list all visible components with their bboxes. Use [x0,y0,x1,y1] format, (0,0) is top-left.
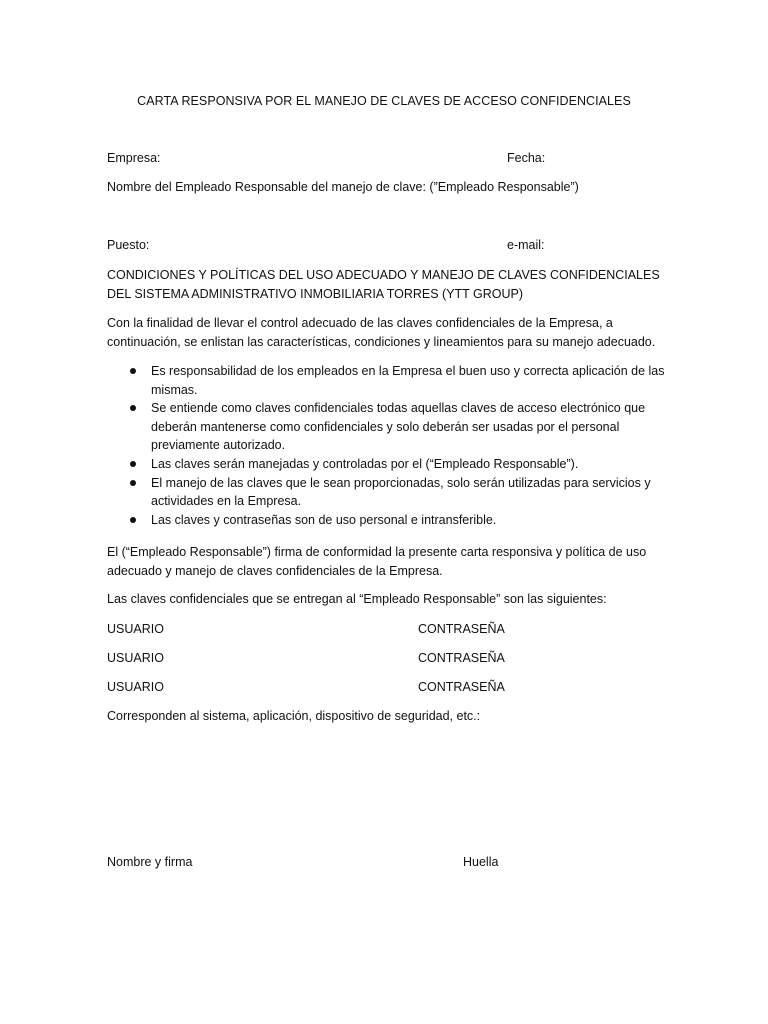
list-item-text: El manejo de las claves que le sean proporcionadas, solo serán utilizadas para servicios y actividades en la Empresa. [151,475,651,509]
list-item-text: Las claves serán manejadas y controladas por el (“Empleado Responsable”). [151,456,579,471]
correspond-line: Corresponden al sistema, aplicación, dispositivo de seguridad, etc.: [107,709,481,723]
credential-password-label: CONTRASEÑA [418,622,505,636]
conditions-list [107,362,667,529]
fingerprint-label: Huella [463,855,499,869]
empresa-label: Empresa: [107,151,161,165]
bullet-icon [130,405,136,411]
bullet-icon [130,517,136,523]
empleado-responsable-label: Nombre del Empleado Responsable del manejo de clave: (”Empleado Responsable”) [107,180,579,194]
credential-password-label: CONTRASEÑA [418,680,505,694]
intro-paragraph: Con la finalidad de llevar el control adecuado de las claves confidenciales de la Empresa, a continuación, se enlistan las características, condiciones y lineamientos para su manejo adecuado. [107,316,656,349]
bullet-icon [130,480,136,486]
bullet-icon [130,368,136,374]
list-item [107,399,667,455]
credential-user-label: USUARIO [107,622,164,636]
fecha-label: Fecha: [507,151,546,165]
list-item-text: Es responsabilidad de los empleados en la Empresa el buen uso y correcta aplicación de las mismas. [151,364,665,397]
list-item [107,474,667,511]
list-item-text: Las claves y contraseñas son de uso personal e intransferible. [151,512,497,527]
email-label: e-mail: [507,238,545,252]
list-item [107,511,667,530]
credential-password-label: CONTRASEÑA [418,651,505,665]
credential-user-label: USUARIO [107,680,164,694]
list-item [107,362,667,399]
list-item [107,455,667,474]
bullet-icon [130,461,136,467]
document-title: CARTA RESPONSIVA POR EL MANEJO DE CLAVES DE ACCESO CONFIDENCIALES [137,94,631,108]
puesto-label: Puesto: [107,238,150,252]
agreement-paragraph: El (“Empleado Responsable”) firma de conformidad la presente carta responsiva y política de uso adecuado y manejo de claves confidenciales de la Empresa. [107,545,647,578]
keys-intro: Las claves confidenciales que se entregan al “Empleado Responsable” son las siguientes: [107,592,607,606]
conditions-heading: CONDICIONES Y POLÍTICAS DEL USO ADECUADO Y MANEJO DE CLAVES CONFIDENCIALES DEL SISTEMA ADMINISTRATIVO INMOBILIARIA TORRES (YTT GROUP) [107,268,660,301]
credential-user-label: USUARIO [107,651,164,665]
list-item-text: Se entiende como claves confidenciales todas aquellas claves de acceso electrónico que deberán mantenerse como confidenciales y solo deberán ser usadas por el personal previamente autorizado. [151,401,646,453]
name-signature-label: Nombre y firma [107,855,193,869]
